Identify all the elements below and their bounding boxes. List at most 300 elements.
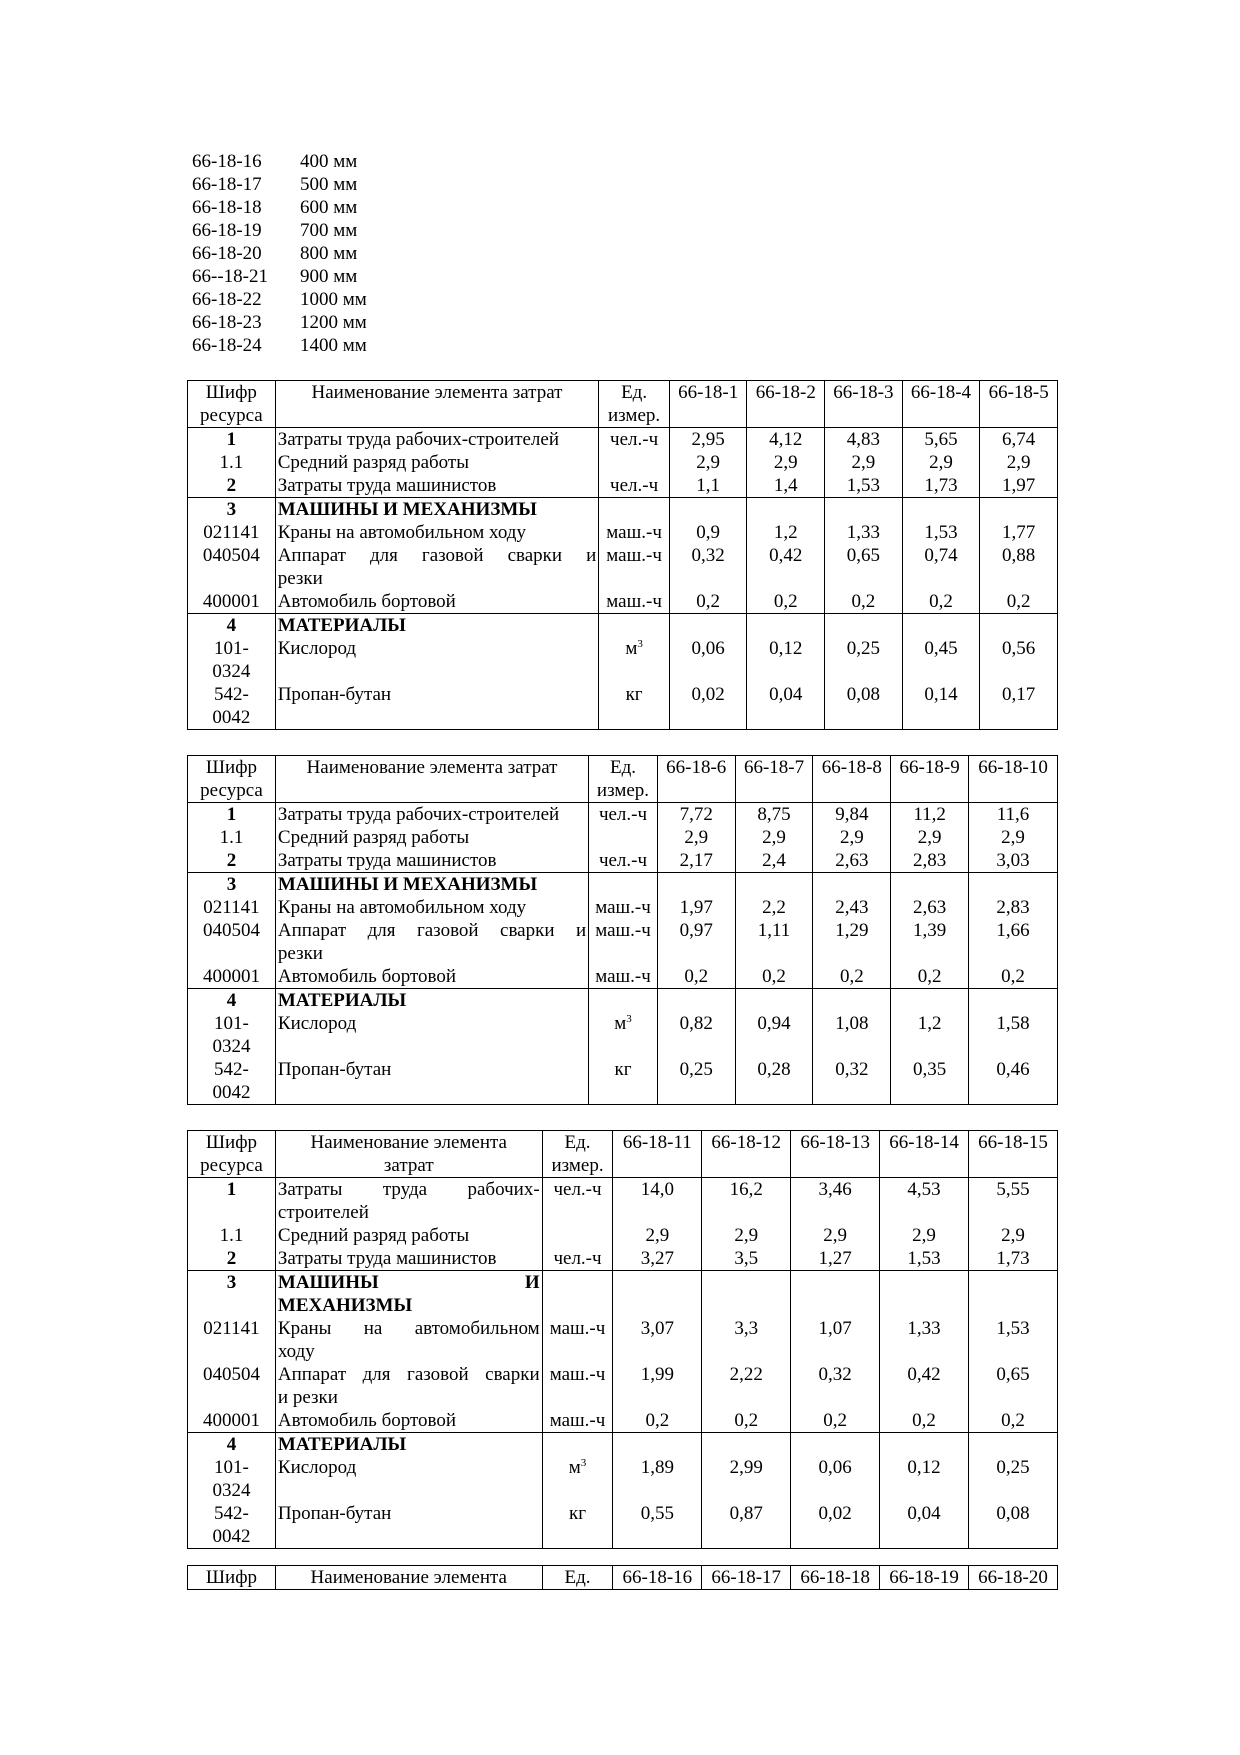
cell-value: 0,2 — [825, 590, 903, 614]
cell-value: 1,2 — [891, 1012, 969, 1058]
code-list-item — [192, 311, 367, 334]
header-col: 66-18-6 — [657, 756, 735, 803]
row-name — [275, 919, 588, 965]
cell-value — [980, 498, 1058, 522]
cell-value: 0,2 — [880, 1409, 969, 1433]
cell-value: 0,87 — [702, 1502, 791, 1549]
cell-value: 0,2 — [669, 590, 747, 614]
code: 66-18-23 — [192, 312, 262, 333]
cell-value: 0,97 — [657, 919, 735, 965]
row-unit: чел.-ч — [589, 849, 658, 873]
row-code — [188, 1502, 276, 1549]
row-name-line1: Аппарат для газовой сварки и — [277, 920, 587, 941]
cell-value: 0,2 — [969, 965, 1058, 989]
cell-value: 0,32 — [669, 544, 747, 590]
header-col: 66-18-9 — [891, 756, 969, 803]
cell-value — [813, 989, 891, 1013]
code-list-item — [192, 196, 367, 219]
cell-value: 5,55 — [969, 1178, 1058, 1225]
cell-value: 4,83 — [825, 428, 903, 452]
header-unit — [589, 756, 658, 803]
row-unit: чел.-ч — [589, 803, 658, 827]
header-col: 66-18-13 — [791, 1131, 880, 1178]
row-code: 1.1 — [188, 826, 276, 849]
table-header-row — [188, 1131, 1058, 1178]
cell-value — [880, 1433, 969, 1457]
row-code: 040504 — [188, 544, 276, 590]
cell-value: 2,9 — [980, 451, 1058, 474]
header-unit-line2: измер. — [551, 1155, 604, 1176]
diameter: 600 мм — [300, 197, 358, 218]
diameter: 400 мм — [300, 151, 358, 172]
cell-value — [969, 989, 1058, 1013]
cell-value: 2,9 — [735, 826, 813, 849]
row-code: 4 — [188, 989, 276, 1013]
cell-value — [891, 873, 969, 897]
row-code — [188, 1012, 276, 1058]
cell-value: 2,9 — [813, 826, 891, 849]
cell-value — [735, 873, 813, 897]
cell-value — [902, 614, 980, 638]
cell-value: 1,53 — [880, 1247, 969, 1271]
row-name: Затраты труда машинистов — [275, 474, 599, 498]
table-row — [188, 1502, 1058, 1549]
cell-value: 0,2 — [969, 1409, 1058, 1433]
header-cipher — [188, 1131, 276, 1178]
row-unit — [589, 989, 658, 1013]
section-row — [188, 989, 1058, 1013]
row-code: 3 — [188, 873, 276, 897]
row-unit — [599, 614, 670, 638]
cell-value: 8,75 — [735, 803, 813, 827]
row-unit: маш.-ч — [589, 965, 658, 989]
cell-value: 0,94 — [735, 1012, 813, 1058]
row-code: 2 — [188, 474, 276, 498]
row-name-line2: и резки — [277, 1387, 338, 1408]
header-name: Наименование элемента — [275, 1566, 542, 1590]
row-unit: маш.-ч — [599, 590, 670, 614]
cell-value: 1,53 — [969, 1317, 1058, 1363]
cell-value: 2,83 — [891, 849, 969, 873]
row-code: 400001 — [188, 590, 276, 614]
table-row — [188, 896, 1058, 919]
row-name: Средний разряд работы — [275, 1224, 542, 1247]
cell-value: 0,42 — [880, 1363, 969, 1409]
table-row — [188, 451, 1058, 474]
header-col: 66-18-4 — [902, 381, 980, 428]
diameter: 700 мм — [300, 220, 358, 241]
diameter: 900 мм — [300, 266, 358, 287]
row-name: Кислород — [275, 637, 599, 683]
cell-value: 4,53 — [880, 1178, 969, 1225]
row-code — [188, 1456, 276, 1502]
row-name: Пропан-бутан — [275, 1502, 542, 1549]
unit-superscript: 3 — [637, 638, 643, 650]
cell-value: 0,04 — [747, 683, 825, 730]
cell-value: 1,08 — [813, 1012, 891, 1058]
cell-value: 3,3 — [702, 1317, 791, 1363]
row-name-line2: резки — [277, 568, 323, 589]
header-col: 66-18-15 — [969, 1131, 1058, 1178]
header-col: 66-18-10 — [969, 756, 1058, 803]
code: 66--18-21 — [192, 266, 268, 287]
cell-value: 1,73 — [969, 1247, 1058, 1271]
row-name — [275, 1317, 542, 1363]
diameter: 1400 мм — [300, 335, 367, 356]
header-unit — [542, 1131, 613, 1178]
cell-value: 2,9 — [669, 451, 747, 474]
cell-value: 1,27 — [791, 1247, 880, 1271]
row-code: 4 — [188, 614, 276, 638]
cell-value: 7,72 — [657, 803, 735, 827]
row-unit: кг — [589, 1058, 658, 1105]
cell-value: 0,28 — [735, 1058, 813, 1105]
table-row — [188, 637, 1058, 683]
cell-value: 1,53 — [902, 521, 980, 544]
cell-value: 0,12 — [747, 637, 825, 683]
code: 66-18-19 — [192, 220, 262, 241]
row-name: Краны на автомобильном ходу — [275, 896, 588, 919]
header-name-line2: затрат — [383, 1155, 434, 1176]
cell-value: 2,63 — [813, 849, 891, 873]
cell-value: 0,46 — [969, 1058, 1058, 1105]
row-code-line2: 0042 — [212, 1526, 251, 1547]
header-col: 66-18-16 — [613, 1566, 702, 1590]
cell-value: 11,2 — [891, 803, 969, 827]
cell-value: 1,53 — [825, 474, 903, 498]
row-name: Пропан-бутан — [275, 1058, 588, 1105]
cell-value: 1,1 — [669, 474, 747, 498]
row-unit — [589, 1012, 658, 1058]
code-list-item — [192, 334, 367, 357]
cell-value — [825, 498, 903, 522]
section-row — [188, 1433, 1058, 1457]
header-cipher-line2: ресурса — [200, 780, 263, 801]
cell-value: 2,9 — [902, 451, 980, 474]
row-name: Кислород — [275, 1456, 542, 1502]
cell-value: 0,9 — [669, 521, 747, 544]
cell-value: 0,65 — [969, 1363, 1058, 1409]
row-unit: чел.-ч — [599, 428, 670, 452]
cell-value: 2,99 — [702, 1456, 791, 1502]
row-code: 1 — [188, 1178, 276, 1225]
cell-value: 2,9 — [747, 451, 825, 474]
cell-value: 1,29 — [813, 919, 891, 965]
row-name: Автомобиль бортовой — [275, 1409, 542, 1433]
cell-value: 2,9 — [969, 826, 1058, 849]
cell-value — [657, 873, 735, 897]
row-unit — [542, 1271, 613, 1318]
header-cipher: Шифр — [188, 1566, 276, 1590]
cell-value: 1,4 — [747, 474, 825, 498]
row-code: 2 — [188, 1247, 276, 1271]
row-name-line1: Затраты труда рабочих- — [277, 1179, 540, 1200]
cell-value: 2,63 — [891, 896, 969, 919]
table-row — [188, 521, 1058, 544]
row-code: 1 — [188, 428, 276, 452]
code-list-item — [192, 150, 367, 173]
cell-value: 0,2 — [791, 1409, 880, 1433]
table-header-row — [188, 756, 1058, 803]
row-code-line1: 101- — [213, 638, 249, 659]
cell-value: 2,95 — [669, 428, 747, 452]
row-code: 021141 — [188, 1317, 276, 1363]
cell-value — [702, 1271, 791, 1318]
table-row — [188, 826, 1058, 849]
resource-table-1 — [187, 380, 1058, 730]
header-cipher-line2: ресурса — [200, 1155, 263, 1176]
table-row — [188, 1058, 1058, 1105]
row-unit — [542, 1433, 613, 1457]
table-row — [188, 1409, 1058, 1433]
row-unit: чел.-ч — [599, 474, 670, 498]
code: 66-18-24 — [192, 335, 262, 356]
cell-value — [969, 1271, 1058, 1318]
row-name-line1: Краны на автомобильном — [277, 1318, 540, 1339]
cell-value: 0,55 — [613, 1502, 702, 1549]
unit-superscript: 3 — [580, 1457, 587, 1469]
cell-value — [747, 614, 825, 638]
row-name — [275, 1363, 542, 1409]
cell-value: 1,33 — [880, 1317, 969, 1363]
cell-value — [791, 1271, 880, 1318]
row-name-line1: Аппарат для газовой сварки и — [277, 545, 597, 566]
cell-value: 4,12 — [747, 428, 825, 452]
cell-value: 0,06 — [669, 637, 747, 683]
cell-value: 1,07 — [791, 1317, 880, 1363]
section-title: МАТЕРИАЛЫ — [275, 614, 599, 638]
cell-value: 1,97 — [980, 474, 1058, 498]
cell-value: 0,74 — [902, 544, 980, 590]
header-unit-line2: измер. — [608, 405, 661, 426]
row-name: Кислород — [275, 1012, 588, 1058]
cell-value: 0,14 — [902, 683, 980, 730]
cell-value: 1,58 — [969, 1012, 1058, 1058]
unit-text: м — [614, 1013, 627, 1034]
table-row — [188, 1012, 1058, 1058]
row-code: 021141 — [188, 896, 276, 919]
resource-table-4 — [187, 1565, 1058, 1590]
cell-value: 0,45 — [902, 637, 980, 683]
cell-value: 2,9 — [969, 1224, 1058, 1247]
row-code: 1.1 — [188, 451, 276, 474]
row-code-line1: 542- — [214, 1503, 249, 1524]
cell-value — [980, 614, 1058, 638]
code: 66-18-20 — [192, 243, 262, 264]
cell-value: 0,2 — [747, 590, 825, 614]
table-row — [188, 1363, 1058, 1409]
cell-value: 0,65 — [825, 544, 903, 590]
row-code: 1 — [188, 803, 276, 827]
unit-superscript: 3 — [626, 1013, 632, 1025]
table-row — [188, 965, 1058, 989]
table-row — [188, 474, 1058, 498]
section-title-line1: МАШИНЫ И — [277, 1272, 540, 1293]
row-code-line1: 542- — [214, 1059, 249, 1080]
section-row — [188, 498, 1058, 522]
row-name-line1: Аппарат для газовой сварки — [277, 1364, 540, 1385]
cell-value: 0,2 — [891, 965, 969, 989]
row-name: Автомобиль бортовой — [275, 965, 588, 989]
row-code: 4 — [188, 1433, 276, 1457]
diameter: 1200 мм — [300, 312, 367, 333]
header-unit-line1: Ед. — [621, 382, 648, 403]
row-unit — [589, 826, 658, 849]
cell-value: 1,77 — [980, 521, 1058, 544]
code: 66-18-18 — [192, 197, 262, 218]
code-list — [192, 150, 367, 357]
cell-value — [969, 1433, 1058, 1457]
header-col: 66-18-7 — [735, 756, 813, 803]
header-col: 66-18-14 — [880, 1131, 969, 1178]
header-cipher-line1: Шифр — [205, 382, 257, 403]
cell-value: 2,9 — [825, 451, 903, 474]
unit-text: м — [568, 1457, 581, 1478]
cell-value: 0,35 — [891, 1058, 969, 1105]
table-row — [188, 803, 1058, 827]
row-code-line1: 101- — [214, 1013, 249, 1034]
cell-value: 0,2 — [735, 965, 813, 989]
header-cipher-line2: ресурса — [200, 405, 263, 426]
code-list-item — [192, 288, 367, 311]
header-unit — [599, 381, 670, 428]
row-code-line2: 0324 — [212, 1036, 251, 1057]
row-unit: кг — [599, 683, 670, 730]
row-code-line2: 0324 — [212, 1480, 251, 1501]
row-code: 040504 — [188, 1363, 276, 1409]
row-code: 400001 — [188, 965, 276, 989]
code-list-item — [192, 219, 367, 242]
header-cipher — [188, 381, 276, 428]
row-code: 400001 — [188, 1409, 276, 1433]
cell-value: 0,2 — [813, 965, 891, 989]
header-col: 66-18-3 — [825, 381, 903, 428]
row-unit: маш.-ч — [589, 919, 658, 965]
cell-value — [791, 1433, 880, 1457]
cell-value: 3,07 — [613, 1317, 702, 1363]
cell-value: 0,12 — [880, 1456, 969, 1502]
cell-value: 0,08 — [969, 1502, 1058, 1549]
cell-value: 2,9 — [613, 1224, 702, 1247]
row-name-line2: ходу — [277, 1341, 315, 1362]
cell-value: 9,84 — [813, 803, 891, 827]
cell-value: 3,27 — [613, 1247, 702, 1271]
cell-value: 2,4 — [735, 849, 813, 873]
header-name: Наименование элемента затрат — [275, 756, 588, 803]
row-unit: маш.-ч — [542, 1317, 613, 1363]
cell-value: 0,2 — [657, 965, 735, 989]
row-unit: маш.-ч — [542, 1409, 613, 1433]
table-header-row — [188, 381, 1058, 428]
cell-value: 0,04 — [880, 1502, 969, 1549]
cell-value: 14,0 — [613, 1178, 702, 1225]
cell-value: 11,6 — [969, 803, 1058, 827]
cell-value — [813, 873, 891, 897]
row-unit: кг — [542, 1502, 613, 1549]
cell-value — [669, 614, 747, 638]
cell-value: 0,32 — [791, 1363, 880, 1409]
resource-table-3 — [187, 1130, 1058, 1549]
cell-value: 0,2 — [702, 1409, 791, 1433]
cell-value: 0,25 — [657, 1058, 735, 1105]
cell-value — [702, 1433, 791, 1457]
header-cipher-line1: Шифр — [205, 757, 258, 778]
header-name-line1: Наименование элемента — [310, 1132, 507, 1153]
resource-table-2 — [187, 755, 1058, 1105]
cell-value: 6,74 — [980, 428, 1058, 452]
unit-text: м — [625, 638, 638, 659]
cell-value — [657, 989, 735, 1013]
row-code — [188, 637, 276, 683]
header-col: 66-18-1 — [669, 381, 747, 428]
header-col: 66-18-11 — [613, 1131, 702, 1178]
cell-value — [880, 1271, 969, 1318]
row-unit — [599, 498, 670, 522]
code: 66-18-22 — [192, 289, 262, 310]
diameter: 500 мм — [300, 174, 358, 195]
row-code-line1: 101- — [214, 1457, 249, 1478]
cell-value: 1,39 — [891, 919, 969, 965]
table-row — [188, 1247, 1058, 1271]
cell-value: 0,2 — [980, 590, 1058, 614]
row-name: Пропан-бутан — [275, 683, 599, 730]
row-name-line2: резки — [277, 943, 323, 964]
row-code-line2: 0042 — [212, 707, 251, 728]
code-list-item — [192, 173, 367, 196]
section-title: МАШИНЫ И МЕХАНИЗМЫ — [275, 498, 599, 522]
cell-value — [902, 498, 980, 522]
cell-value: 0,25 — [969, 1456, 1058, 1502]
cell-value: 2,17 — [657, 849, 735, 873]
cell-value: 0,08 — [825, 683, 903, 730]
cell-value: 3,46 — [791, 1178, 880, 1225]
row-name: Средний разряд работы — [275, 826, 588, 849]
row-unit: маш.-ч — [599, 521, 670, 544]
table-row — [188, 590, 1058, 614]
code-list-item — [192, 242, 367, 265]
cell-value: 0,2 — [902, 590, 980, 614]
cell-value: 0,17 — [980, 683, 1058, 730]
diameter: 800 мм — [300, 243, 358, 264]
cell-value: 2,9 — [791, 1224, 880, 1247]
row-unit: чел.-ч — [542, 1178, 613, 1225]
table-row — [188, 1224, 1058, 1247]
header-unit: Ед. — [542, 1566, 613, 1590]
header-name: Наименование элемента затрат — [275, 381, 599, 428]
cell-value — [825, 614, 903, 638]
cell-value: 16,2 — [702, 1178, 791, 1225]
table-row — [188, 544, 1058, 590]
table-row — [188, 919, 1058, 965]
section-title: МАТЕРИАЛЫ — [275, 1433, 542, 1457]
cell-value: 0,02 — [791, 1502, 880, 1549]
cell-value: 1,89 — [613, 1456, 702, 1502]
row-unit — [542, 1456, 613, 1502]
table-row — [188, 428, 1058, 452]
cell-value — [969, 873, 1058, 897]
code-list-item — [192, 265, 367, 288]
cell-value: 1,99 — [613, 1363, 702, 1409]
row-unit — [542, 1224, 613, 1247]
row-name — [275, 1178, 542, 1225]
cell-value — [747, 498, 825, 522]
cell-value: 1,2 — [747, 521, 825, 544]
cell-value — [613, 1433, 702, 1457]
cell-value: 0,42 — [747, 544, 825, 590]
row-code: 3 — [188, 498, 276, 522]
header-col: 66-18-12 — [702, 1131, 791, 1178]
cell-value: 2,9 — [891, 826, 969, 849]
